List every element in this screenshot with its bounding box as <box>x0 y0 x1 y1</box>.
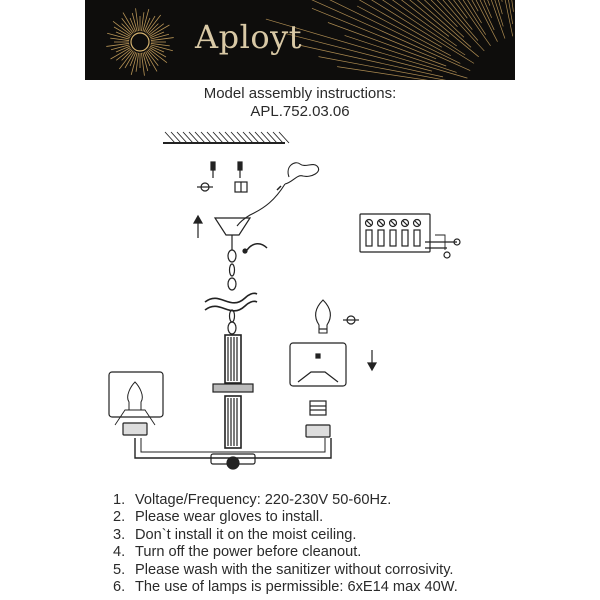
note-item <box>113 562 458 579</box>
installation-notes <box>113 492 458 596</box>
central-column <box>213 335 253 448</box>
ceiling-icon <box>163 132 289 143</box>
note-text: The use of lamps is permissible: 6xE14 max 40W. <box>135 579 458 596</box>
right-lamp <box>290 343 346 437</box>
arrow-up-icon <box>194 216 202 238</box>
brand-banner <box>85 0 515 80</box>
hook-icon <box>243 244 267 253</box>
chain <box>228 250 236 334</box>
title-line-model: APL.752.03.06 <box>250 103 350 120</box>
screw-icon <box>211 162 242 178</box>
note-number: 3. <box>113 526 126 543</box>
arrow-down-icon <box>368 350 376 370</box>
rotate-icon <box>343 316 359 324</box>
note-text: Please wash with the sanitizer without corrosivity. <box>135 561 454 578</box>
title-line-instructions: Model assembly instructions: <box>203 85 397 102</box>
note-item <box>113 527 458 544</box>
anchor-icon <box>235 182 247 192</box>
brand-logo-text: Aployt <box>195 18 303 56</box>
note-number: 2. <box>113 509 126 526</box>
sun-logo-icon <box>131 33 149 51</box>
note-number: 1. <box>113 492 126 508</box>
note-item <box>113 579 458 596</box>
note-text: Turn off the power before cleanout. <box>135 544 362 561</box>
note-text: Voltage/Frequency: 220-230V 50-60Hz. <box>135 492 392 508</box>
note-number: 5. <box>113 561 126 578</box>
canopy <box>215 218 250 250</box>
arms <box>135 438 331 469</box>
note-item <box>113 544 458 561</box>
bulb-icon <box>316 300 331 333</box>
rotate-icon <box>197 183 213 191</box>
assembly-diagram <box>85 120 515 490</box>
note-text: Please wear gloves to install. <box>135 509 324 526</box>
note-text: Don`t install it on the moist ceiling. <box>135 526 357 543</box>
note-number: 4. <box>113 544 126 561</box>
note-item <box>113 492 458 509</box>
note-item <box>113 509 458 526</box>
page-title <box>0 85 600 121</box>
note-number: 6. <box>113 579 126 596</box>
left-lamp <box>109 372 163 435</box>
terminal-block-icon <box>360 214 460 258</box>
